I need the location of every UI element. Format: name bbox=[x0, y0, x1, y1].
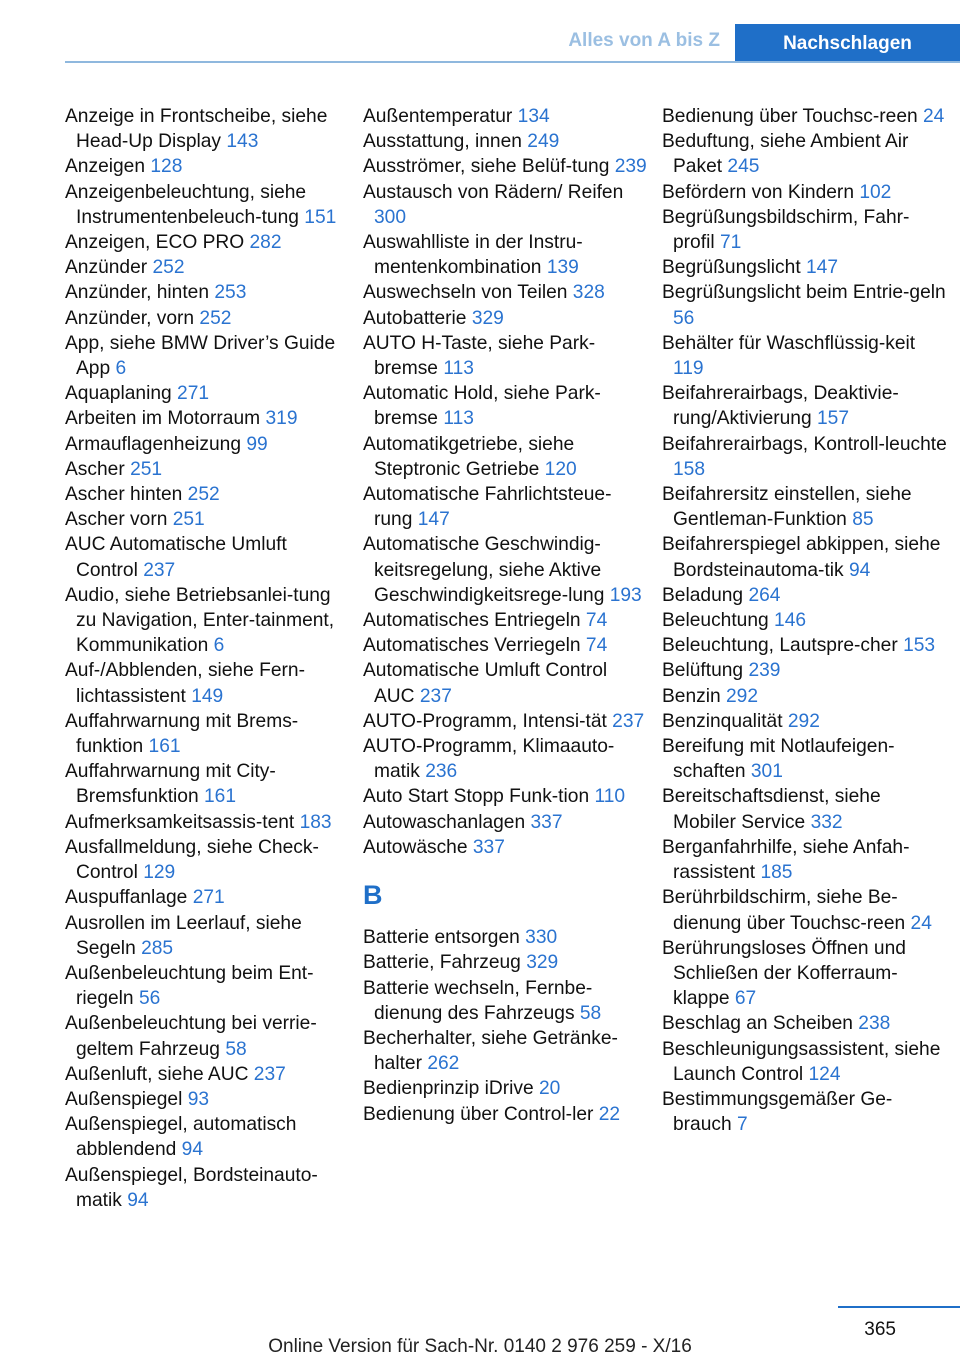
index-entry-page-link[interactable]: 6 bbox=[213, 635, 225, 657]
index-entry-term: Ascher vorn bbox=[65, 509, 168, 531]
index-entry-term: Ausfallmeldung, siehe Check-Control bbox=[65, 836, 319, 884]
index-entry-page-link[interactable]: 67 bbox=[734, 988, 757, 1010]
index-entry-page-link[interactable]: 292 bbox=[726, 685, 759, 707]
index-entry-term: AUC Automatische Umluft Control bbox=[65, 534, 287, 581]
index-entry-term: AUTO-Programm, Intensi-tät bbox=[363, 710, 607, 732]
index-entry-page-link[interactable]: 236 bbox=[425, 761, 458, 783]
index-entry bbox=[65, 709, 350, 759]
index-entry-term: Automatische Geschwindig-keitsregelung, siehe Aktive Geschwindigkeitsrege-lung bbox=[363, 534, 605, 606]
index-entry-page-link[interactable]: 158 bbox=[673, 458, 706, 480]
index-entry-page-link[interactable]: 185 bbox=[760, 862, 793, 884]
index-entry-page-link[interactable]: 113 bbox=[443, 408, 474, 430]
index-entry-page-link[interactable]: 20 bbox=[538, 1078, 561, 1100]
index-entry-term: Anzeigen bbox=[65, 156, 146, 178]
index-entry bbox=[65, 759, 350, 809]
index-entry bbox=[65, 432, 350, 457]
index-entry bbox=[662, 835, 947, 885]
index-entry-page-link[interactable]: 237 bbox=[612, 710, 645, 732]
index-entry-page-link[interactable]: 332 bbox=[810, 811, 843, 833]
index-entry bbox=[65, 911, 350, 961]
index-entry-term: Benzinqualität bbox=[662, 710, 783, 732]
index-entry bbox=[65, 180, 350, 230]
index-entry bbox=[662, 129, 947, 179]
index-entry-page-link[interactable]: 252 bbox=[152, 257, 185, 279]
index-entry bbox=[363, 925, 648, 950]
index-entry-term: Außenluft, siehe AUC bbox=[65, 1063, 249, 1085]
index-entry-term: Außenbeleuchtung bei verrie-geltem Fahrzeug bbox=[65, 1013, 317, 1060]
index-entry-term: Auswahlliste in der Instru-mentenkombination bbox=[363, 232, 583, 279]
index-entry-term: Benzin bbox=[662, 685, 721, 707]
index-entry-term: Autobatterie bbox=[363, 307, 467, 329]
index-entry-page-link[interactable]: 56 bbox=[673, 307, 695, 329]
index-entry-term: Auswechseln von Teilen bbox=[363, 282, 568, 304]
index-entry bbox=[65, 306, 350, 331]
index-entry-term: Beschleunigungsassistent, siehe Launch Control bbox=[662, 1038, 941, 1085]
index-entry-term: Ascher hinten bbox=[65, 484, 183, 506]
index-entry-page-link[interactable]: 58 bbox=[225, 1038, 247, 1060]
index-entry-page-link[interactable]: 147 bbox=[417, 509, 450, 531]
index-entry-page-link[interactable]: 94 bbox=[181, 1139, 203, 1161]
index-entry-page-link[interactable]: 239 bbox=[748, 660, 781, 682]
index-entry bbox=[662, 104, 947, 129]
index-entry-term: Berührungsloses Öffnen und Schließen der Kofferraum-klappe bbox=[662, 937, 906, 1010]
index-entry-term: Berührbildschirm, siehe Be-dienung über Touchsc-reen bbox=[662, 887, 906, 934]
index-entry-term: Anzeigenbeleuchtung, siehe Instrumentenbeleuch-tung bbox=[65, 181, 307, 228]
index-entry bbox=[363, 784, 648, 809]
index-entry-page-link[interactable]: 252 bbox=[199, 307, 232, 329]
index-entry bbox=[65, 457, 350, 482]
index-entry-page-link[interactable]: 285 bbox=[141, 937, 174, 959]
index-entry bbox=[363, 835, 648, 860]
index-entry bbox=[363, 734, 648, 784]
index-entry-term: Armauflagenheizung bbox=[65, 433, 242, 455]
index-entry bbox=[65, 230, 350, 255]
index-entry-page-link[interactable]: 157 bbox=[817, 408, 850, 430]
index-entry bbox=[65, 885, 350, 910]
index-entry bbox=[363, 810, 648, 835]
index-entry-page-link[interactable]: 330 bbox=[525, 927, 558, 949]
index-entry bbox=[662, 255, 947, 280]
index-entry-page-link[interactable]: 94 bbox=[848, 559, 871, 581]
index-entry-term: Audio, siehe Betriebsanlei-tung zu Navigation, Enter-tainment, Kommunikation bbox=[65, 584, 335, 657]
index-entry bbox=[65, 1163, 350, 1213]
index-entry bbox=[363, 950, 648, 975]
index-entry-term: Außenspiegel bbox=[65, 1088, 183, 1110]
index-entry-page-link[interactable]: 249 bbox=[527, 131, 560, 153]
index-entry-page-link[interactable]: 6 bbox=[115, 358, 127, 380]
index-entry bbox=[363, 432, 648, 482]
page-number-rule bbox=[838, 1306, 960, 1308]
index-entry-page-link[interactable]: 329 bbox=[526, 952, 559, 974]
index-entry-term: Automatisches Entriegeln bbox=[363, 610, 581, 632]
index-entry-page-link[interactable]: 143 bbox=[226, 131, 259, 153]
index-entry-page-link[interactable]: 56 bbox=[138, 988, 161, 1010]
index-entry-page-link[interactable]: 119 bbox=[673, 358, 704, 380]
index-entry-page-link[interactable]: 282 bbox=[249, 232, 282, 254]
index-entry-page-link[interactable]: 22 bbox=[598, 1103, 621, 1125]
index-entry bbox=[363, 154, 648, 179]
index-entry-term: Anzünder bbox=[65, 257, 148, 279]
index-entry-page-link[interactable]: 24 bbox=[923, 106, 945, 127]
index-entry-term: Batterie, Fahrzeug bbox=[363, 952, 521, 974]
index-entry-page-link[interactable]: 301 bbox=[750, 761, 783, 783]
index-entry-page-link[interactable]: 238 bbox=[858, 1013, 891, 1035]
index-entry bbox=[363, 532, 648, 608]
index-entry-page-link[interactable]: 252 bbox=[187, 484, 220, 506]
index-entry-page-link[interactable]: 161 bbox=[148, 736, 181, 758]
index-entry bbox=[662, 331, 947, 381]
index-entry-term: Auffahrwarnung mit Brems-funktion bbox=[65, 710, 299, 758]
index-entry bbox=[363, 1026, 648, 1076]
index-entry-term: Auto Start Stopp Funk-tion bbox=[363, 786, 590, 808]
index-entry-term: Auffahrwarnung mit City-Bremsfunktion bbox=[65, 761, 276, 808]
index-entry bbox=[363, 280, 648, 305]
index-entry-page-link[interactable]: 153 bbox=[903, 635, 936, 657]
index-entry-page-link[interactable]: 237 bbox=[143, 559, 176, 581]
index-entry bbox=[662, 180, 947, 205]
index-entry-term: Anzeigen, ECO PRO bbox=[65, 232, 245, 254]
index-entry-page-link[interactable]: 237 bbox=[253, 1063, 286, 1085]
index-entry bbox=[363, 482, 648, 532]
index-entry-term: Bedienung über Control-ler bbox=[363, 1103, 594, 1125]
index-entry bbox=[662, 381, 947, 431]
index-entry bbox=[662, 936, 947, 1012]
index-entry-page-link[interactable]: 253 bbox=[214, 282, 247, 304]
index-column-2 bbox=[363, 104, 648, 1127]
index-entry-page-link[interactable]: 58 bbox=[579, 1002, 602, 1024]
index-entry bbox=[662, 532, 947, 582]
index-entry-term: Außentemperatur bbox=[363, 106, 513, 127]
index-entry-term: Anzünder, vorn bbox=[65, 307, 195, 329]
index-entry bbox=[65, 507, 350, 532]
index-entry-page-link[interactable]: 237 bbox=[419, 685, 452, 707]
index-entry-page-link[interactable]: 71 bbox=[719, 232, 742, 254]
index-entry-term: AUTO-Programm, Klimaauto-matik bbox=[363, 736, 615, 783]
index-entry bbox=[65, 835, 350, 885]
index-entry-term: Aufmerksamkeitsassis-tent bbox=[65, 811, 295, 833]
index-entry bbox=[363, 230, 648, 280]
index-entry-page-link[interactable]: 94 bbox=[127, 1189, 149, 1211]
index-entry-term: Bereifung mit Notlaufeigen-schaften bbox=[662, 736, 895, 783]
index-entry-page-link[interactable]: 151 bbox=[304, 206, 337, 228]
index-column-1 bbox=[65, 104, 350, 1213]
index-entry-term: Außenspiegel, automatisch abblendend bbox=[65, 1114, 297, 1161]
index-entry-page-link[interactable]: 147 bbox=[806, 257, 839, 279]
index-entry bbox=[662, 658, 947, 683]
index-entry bbox=[662, 583, 947, 608]
index-entry bbox=[363, 331, 648, 381]
index-entry-term: Automatikgetriebe, siehe Steptronic Getriebe bbox=[363, 433, 575, 480]
index-entry-term: Automatische Umluft Control AUC bbox=[363, 660, 608, 707]
index-entry-page-link[interactable]: 245 bbox=[727, 156, 760, 178]
index-entry-term: Beifahrerairbags, Kontroll-leuchte bbox=[662, 433, 947, 455]
index-entry-page-link[interactable]: 74 bbox=[585, 610, 608, 632]
index-section-letter: B bbox=[363, 880, 383, 911]
index-entry-page-link[interactable]: 124 bbox=[808, 1063, 841, 1085]
index-entry-term: Beschlag an Scheiben bbox=[662, 1013, 853, 1035]
index-entry bbox=[662, 205, 947, 255]
index-entry bbox=[662, 482, 947, 532]
index-entry-term: Ausströmer, siehe Belüf-tung bbox=[363, 156, 610, 178]
index-entry-page-link[interactable]: 129 bbox=[143, 862, 176, 884]
index-entry bbox=[363, 1076, 648, 1101]
index-entry bbox=[65, 381, 350, 406]
index-entry bbox=[65, 658, 350, 708]
index-entry bbox=[363, 633, 648, 658]
index-entry-page-link[interactable]: 85 bbox=[852, 509, 874, 531]
index-entry-term: Beladung bbox=[662, 584, 744, 606]
index-entry-term: Bedienprinzip iDrive bbox=[363, 1078, 534, 1100]
index-entry bbox=[662, 633, 947, 658]
index-entry-page-link[interactable]: 99 bbox=[246, 433, 268, 455]
index-entry bbox=[662, 608, 947, 633]
index-entry-page-link[interactable]: 319 bbox=[265, 408, 298, 430]
index-entry-page-link[interactable]: 74 bbox=[585, 635, 608, 657]
index-entry-page-link[interactable]: 251 bbox=[130, 458, 163, 480]
index-entry-page-link[interactable]: 149 bbox=[191, 685, 224, 707]
index-entry bbox=[65, 810, 350, 835]
header-divider bbox=[65, 61, 960, 63]
index-entry-page-link[interactable]: 329 bbox=[471, 307, 504, 329]
index-entry bbox=[65, 961, 350, 1011]
index-entry-term: Belüftung bbox=[662, 660, 744, 682]
index-entry-page-link[interactable]: 262 bbox=[427, 1053, 460, 1075]
index-entry-term: Begrüßungslicht beim Entrie-geln bbox=[662, 282, 946, 304]
index-entry bbox=[65, 280, 350, 305]
index-entry-page-link[interactable]: 93 bbox=[187, 1088, 210, 1110]
index-entry bbox=[363, 658, 648, 708]
index-entry-page-link[interactable]: 193 bbox=[609, 584, 642, 606]
index-entry-term: Befördern von Kindern bbox=[662, 181, 854, 203]
index-entry bbox=[65, 104, 350, 154]
index-entry-term: Ascher bbox=[65, 458, 125, 480]
index-entry-term: Begrüßungslicht bbox=[662, 257, 801, 279]
index-entry-term: Ausstattung, innen bbox=[363, 131, 522, 153]
index-entry bbox=[662, 784, 947, 834]
index-entry-term: Begrüßungsbildschirm, Fahr-profil bbox=[662, 206, 910, 254]
index-entry-term: Behälter für Waschflüssig-keit bbox=[662, 332, 916, 354]
index-entry bbox=[65, 1087, 350, 1112]
index-entry bbox=[363, 180, 648, 230]
index-entry-page-link[interactable]: 271 bbox=[192, 887, 225, 909]
index-entry-page-link[interactable]: 337 bbox=[530, 811, 563, 833]
index-entry-term: App, siehe BMW Driver’s Guide App bbox=[65, 332, 336, 380]
index-entry-term: Automatic Hold, siehe Park-bremse bbox=[363, 383, 601, 430]
index-entry bbox=[363, 1102, 648, 1127]
index-entry-page-link[interactable]: 134 bbox=[517, 106, 550, 127]
index-entry-term: Aquaplaning bbox=[65, 383, 172, 405]
index-entry bbox=[65, 583, 350, 659]
index-entry-page-link[interactable]: 337 bbox=[472, 836, 505, 858]
index-entry bbox=[65, 482, 350, 507]
index-entry-page-link[interactable]: 161 bbox=[203, 786, 236, 808]
index-entry bbox=[363, 129, 648, 154]
index-entry bbox=[363, 709, 648, 734]
index-entry-term: Bedienung über Touchsc-reen bbox=[662, 106, 918, 127]
index-entry-term: Automatische Fahrlichtsteue-rung bbox=[363, 484, 612, 531]
index-entry-term: Automatisches Verriegeln bbox=[363, 635, 581, 657]
index-entry-term: Autowäsche bbox=[363, 836, 468, 858]
index-entry bbox=[662, 885, 947, 935]
index-entry-page-link[interactable]: 271 bbox=[177, 383, 210, 405]
index-entry bbox=[65, 406, 350, 431]
index-entry-term: Beduftung, siehe Ambient Air Paket bbox=[662, 131, 909, 178]
page-number: 365 bbox=[864, 1319, 896, 1340]
index-entry-page-link[interactable]: 292 bbox=[787, 710, 820, 732]
index-entry bbox=[662, 1011, 947, 1036]
index-entry-term: Batterie entsorgen bbox=[363, 927, 520, 949]
index-entry-term: Bereitschaftsdienst, siehe Mobiler Service bbox=[662, 786, 881, 833]
index-entry bbox=[662, 1037, 947, 1087]
index-entry-page-link[interactable]: 110 bbox=[594, 786, 626, 808]
index-entry bbox=[363, 104, 648, 129]
index-entry-term: Arbeiten im Motorraum bbox=[65, 408, 261, 430]
index-entry-page-link[interactable]: 24 bbox=[910, 912, 932, 934]
index-entry-page-link[interactable]: 146 bbox=[774, 610, 807, 632]
index-entry-page-link[interactable]: 264 bbox=[748, 584, 781, 606]
index-entry bbox=[662, 280, 947, 330]
index-entry-term: Anzünder, hinten bbox=[65, 282, 210, 304]
index-entry bbox=[65, 532, 350, 582]
index-entry bbox=[65, 1112, 350, 1162]
index-entry-term: Anzeige in Frontscheibe, siehe Head-Up Display bbox=[65, 106, 328, 153]
index-entry bbox=[363, 381, 648, 431]
footer-version-text: Online Version für Sach-Nr. 0140 2 976 259 - X/16 bbox=[268, 1336, 692, 1357]
index-entry-term: Bestimmungsgemäßer Ge-brauch bbox=[662, 1088, 893, 1136]
index-entry-page-link[interactable]: 139 bbox=[546, 257, 579, 279]
index-entry-term: Ausrollen im Leerlauf, siehe Segeln bbox=[65, 912, 302, 959]
index-entry-term: Autowaschanlagen bbox=[363, 811, 526, 833]
index-entry bbox=[363, 608, 648, 633]
index-entry-page-link[interactable]: 300 bbox=[374, 206, 407, 228]
index-entry bbox=[363, 976, 648, 1026]
index-entry bbox=[662, 1087, 947, 1137]
index-entry-term: Beifahrerspiegel abkippen, siehe Bordsteinautoma-tik bbox=[662, 534, 941, 581]
index-entry-page-link[interactable]: 128 bbox=[150, 156, 183, 178]
index-column-3 bbox=[662, 104, 947, 1137]
index-entry-term: Außenbeleuchtung beim Ent-riegeln bbox=[65, 962, 314, 1010]
index-entry-term: Beifahrerairbags, Deaktivie-rung/Aktivierung bbox=[662, 383, 899, 430]
index-entry-page-link[interactable]: 113 bbox=[443, 358, 474, 380]
index-entry-term: Beleuchtung, Lautspre-cher bbox=[662, 635, 898, 657]
index-entry-page-link[interactable]: 7 bbox=[737, 1114, 748, 1136]
index-entry-page-link[interactable]: 239 bbox=[614, 156, 647, 178]
index-entry-term: Auf-/Abblenden, siehe Fern-lichtassistent bbox=[65, 660, 305, 707]
index-entry-page-link[interactable]: 183 bbox=[299, 811, 332, 833]
index-entry-term: Becherhalter, siehe Getränke-halter bbox=[363, 1027, 618, 1075]
index-entry-page-link[interactable]: 120 bbox=[544, 458, 577, 480]
index-entry bbox=[662, 734, 947, 784]
index-entry-term: Batterie wechseln, Fernbe-dienung des Fahrzeugs bbox=[363, 977, 593, 1024]
index-entry-term: Außenspiegel, Bordsteinauto-matik bbox=[65, 1164, 318, 1211]
index-entry-page-link[interactable]: 251 bbox=[172, 509, 205, 531]
index-entry bbox=[662, 684, 947, 709]
index-entry bbox=[65, 255, 350, 280]
index-entry bbox=[363, 306, 648, 331]
index-entry bbox=[662, 432, 947, 482]
index-entry-term: Berganfahrhilfe, siehe Anfah-rassistent bbox=[662, 836, 910, 884]
index-entry-page-link[interactable]: 102 bbox=[859, 181, 892, 203]
index-entry-page-link[interactable]: 328 bbox=[572, 282, 605, 304]
index-entry bbox=[65, 1062, 350, 1087]
header-chapter-tab: Nachschlagen bbox=[735, 24, 960, 63]
index-entry-term: Austausch von Rädern/ Reifen bbox=[363, 181, 624, 203]
index-entry-term: Auspuffanlage bbox=[65, 887, 188, 909]
index-entry-term: AUTO H-Taste, siehe Park-bremse bbox=[363, 332, 596, 380]
index-entry-term: Beifahrersitz einstellen, siehe Gentleman-Funktion bbox=[662, 484, 912, 531]
index-entry bbox=[662, 709, 947, 734]
index-entry-term: Beleuchtung bbox=[662, 610, 769, 632]
index-entry bbox=[65, 1011, 350, 1061]
index-entry bbox=[65, 331, 350, 381]
header-section-title: Alles von A bis Z bbox=[568, 30, 720, 51]
index-entry bbox=[65, 154, 350, 179]
